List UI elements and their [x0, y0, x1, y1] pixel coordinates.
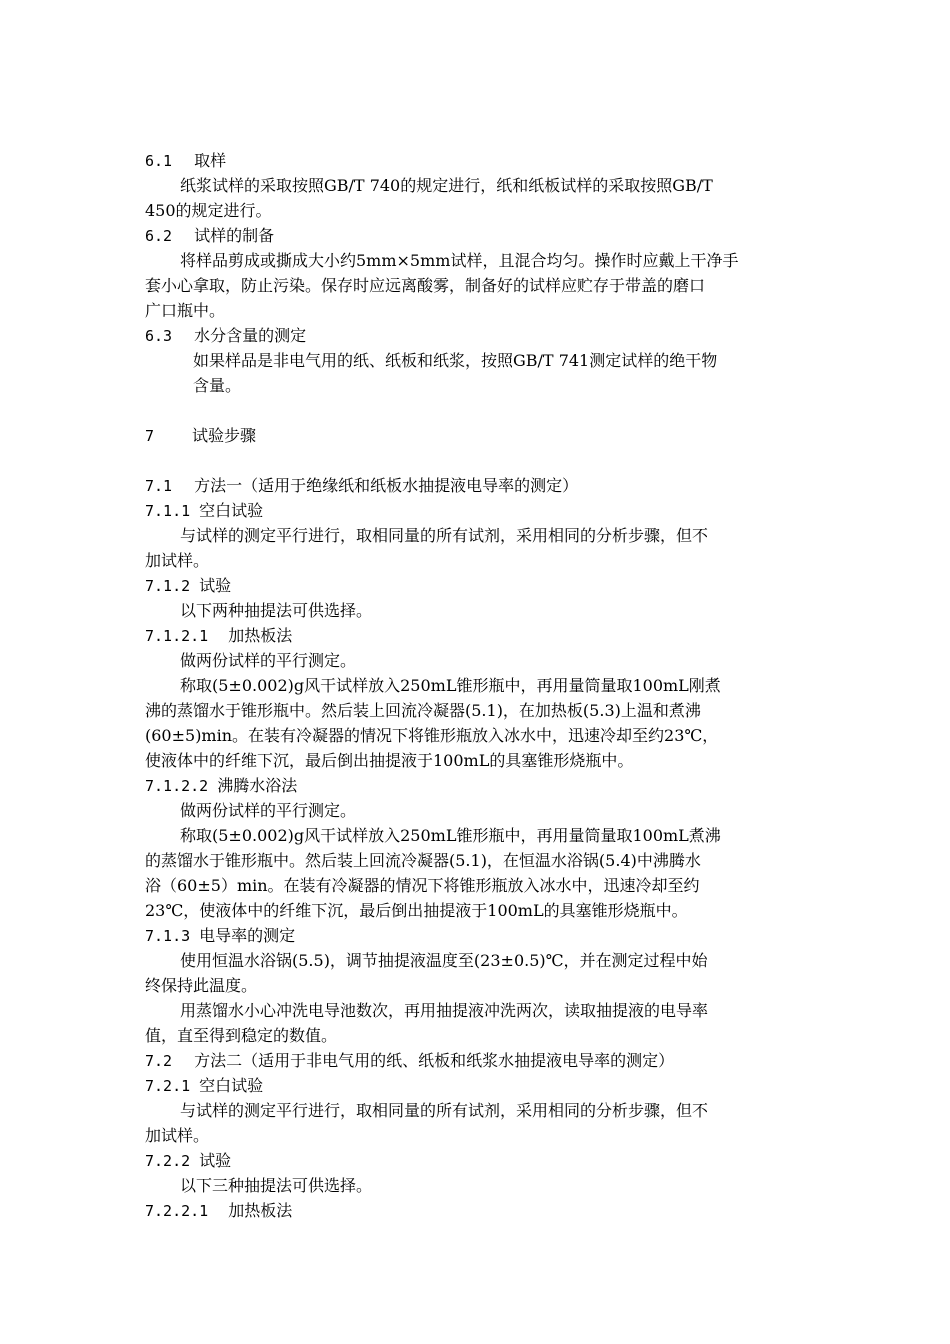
paragraph-line: 将样品剪成或撕成大小约5mm×5mm试样，且混合均匀。操作时应戴上干净手 [180, 251, 739, 270]
section-title: 试验 [199, 1151, 232, 1170]
section-number: 7.2.2.1 [145, 1202, 209, 1220]
paragraph-line: 与试样的测定平行进行，取相同量的所有试剂，采用相同的分析步骤，但不 [180, 526, 709, 545]
heading-6-3 [145, 324, 306, 348]
paragraph-line: (60±5)min。在装有冷凝器的情况下将锥形瓶放入冰水中，迅速冷却至约23℃， [145, 726, 719, 745]
heading-7-2 [145, 1049, 674, 1073]
section-number: 7.1 [145, 477, 173, 495]
section-title: 沸腾水浴法 [217, 776, 298, 795]
paragraph-line: 加试样。 [145, 551, 210, 570]
paragraph-line: 值，直至得到稳定的数值。 [145, 1026, 338, 1045]
section-title: 方法二（适用于非电气用的纸、纸板和纸浆水抽提液电导率的测定） [194, 1051, 675, 1070]
section-title: 方法一（适用于绝缘纸和纸板水抽提液电导率的测定） [194, 476, 579, 495]
paragraph-line: 终保持此温度。 [145, 976, 258, 995]
paragraph-line: 套小心拿取，防止污染。保存时应远离酸雾，制备好的试样应贮存于带盖的磨口 [145, 276, 706, 295]
section-title: 水分含量的测定 [194, 326, 307, 345]
heading-7-1-3 [145, 924, 295, 948]
section-title: 取样 [194, 151, 227, 170]
paragraph-line: 使液体中的纤维下沉，最后倒出抽提液于100mL的具塞锥形烧瓶中。 [145, 751, 634, 770]
heading-6-2 [145, 224, 274, 248]
heading-7-2-2 [145, 1149, 231, 1173]
section-number: 6.1 [145, 152, 173, 170]
paragraph-line: 以下三种抽提法可供选择。 [180, 1176, 373, 1195]
paragraph-line: 浴（60±5）min。在装有冷凝器的情况下将锥形瓶放入冰水中，迅速冷却至约 [145, 876, 700, 895]
section-title: 加热板法 [228, 626, 293, 645]
heading-7-2-2-1 [145, 1199, 292, 1223]
heading-7-1-1 [145, 499, 263, 523]
section-number: 7.2.2 [145, 1152, 191, 1170]
section-number: 7.1.1 [145, 502, 191, 520]
heading-7-2-1 [145, 1074, 263, 1098]
section-title: 试样的制备 [194, 226, 275, 245]
paragraph-line: 以下两种抽提法可供选择。 [180, 601, 373, 620]
section-title: 试验步骤 [192, 426, 257, 445]
section-title: 加热板法 [228, 1201, 293, 1220]
section-number: 6.2 [145, 227, 173, 245]
paragraph-line: 做两份试样的平行测定。 [180, 651, 357, 670]
paragraph-line: 的蒸馏水于锥形瓶中。然后装上回流冷凝器(5.1)，在恒温水浴锅(5.4)中沸腾水 [145, 851, 701, 870]
heading-7-1 [145, 474, 578, 498]
heading-7 [145, 424, 256, 448]
paragraph-line: 如果样品是非电气用的纸、纸板和纸浆，按照GB/T 741测定试样的绝干物 [193, 351, 718, 370]
section-number: 6.3 [145, 327, 173, 345]
paragraph-line: 称取(5±0.002)g风干试样放入250mL锥形瓶中，再用量筒量取100mL煮沸 [180, 826, 721, 845]
section-number: 7.2 [145, 1052, 173, 1070]
paragraph-line: 用蒸馏水小心冲洗电导池数次，再用抽提液冲洗两次，读取抽提液的电导率 [180, 1001, 709, 1020]
section-title: 试验 [199, 576, 232, 595]
section-number: 7.2.1 [145, 1077, 191, 1095]
paragraph-line: 称取(5±0.002)g风干试样放入250mL锥形瓶中，再用量筒量取100mL刚煮 [180, 676, 721, 695]
section-number: 7.1.2.1 [145, 627, 209, 645]
section-number: 7.1.3 [145, 927, 191, 945]
paragraph-line: 与试样的测定平行进行，取相同量的所有试剂，采用相同的分析步骤，但不 [180, 1101, 709, 1120]
heading-7-1-2-2 [145, 774, 297, 798]
paragraph-line: 沸的蒸馏水于锥形瓶中。然后装上回流冷凝器(5.1)，在加热板(5.3)上温和煮沸 [145, 701, 701, 720]
section-title: 空白试验 [199, 501, 264, 520]
heading-6-1 [145, 149, 226, 173]
paragraph-line: 纸浆试样的采取按照GB/T 740的规定进行，纸和纸板试样的采取按照GB/T [180, 176, 713, 195]
paragraph-line: 含量。 [193, 376, 242, 395]
paragraph-line: 加试样。 [145, 1126, 210, 1145]
section-number: 7.1.2 [145, 577, 191, 595]
section-title: 空白试验 [199, 1076, 264, 1095]
paragraph-line: 广口瓶中。 [145, 301, 226, 320]
paragraph-line: 使用恒温水浴锅(5.5)，调节抽提液温度至(23±0.5)℃，并在测定过程中始 [180, 951, 708, 970]
section-number: 7.1.2.2 [145, 777, 209, 795]
paragraph-line: 450的规定进行。 [145, 201, 272, 220]
heading-7-1-2-1 [145, 624, 292, 648]
section-number: 7 [145, 427, 155, 445]
heading-7-1-2 [145, 574, 231, 598]
paragraph-line: 23℃，使液体中的纤维下沉，最后倒出抽提液于100mL的具塞锥形烧瓶中。 [145, 901, 688, 920]
section-title: 电导率的测定 [199, 926, 296, 945]
paragraph-line: 做两份试样的平行测定。 [180, 801, 357, 820]
